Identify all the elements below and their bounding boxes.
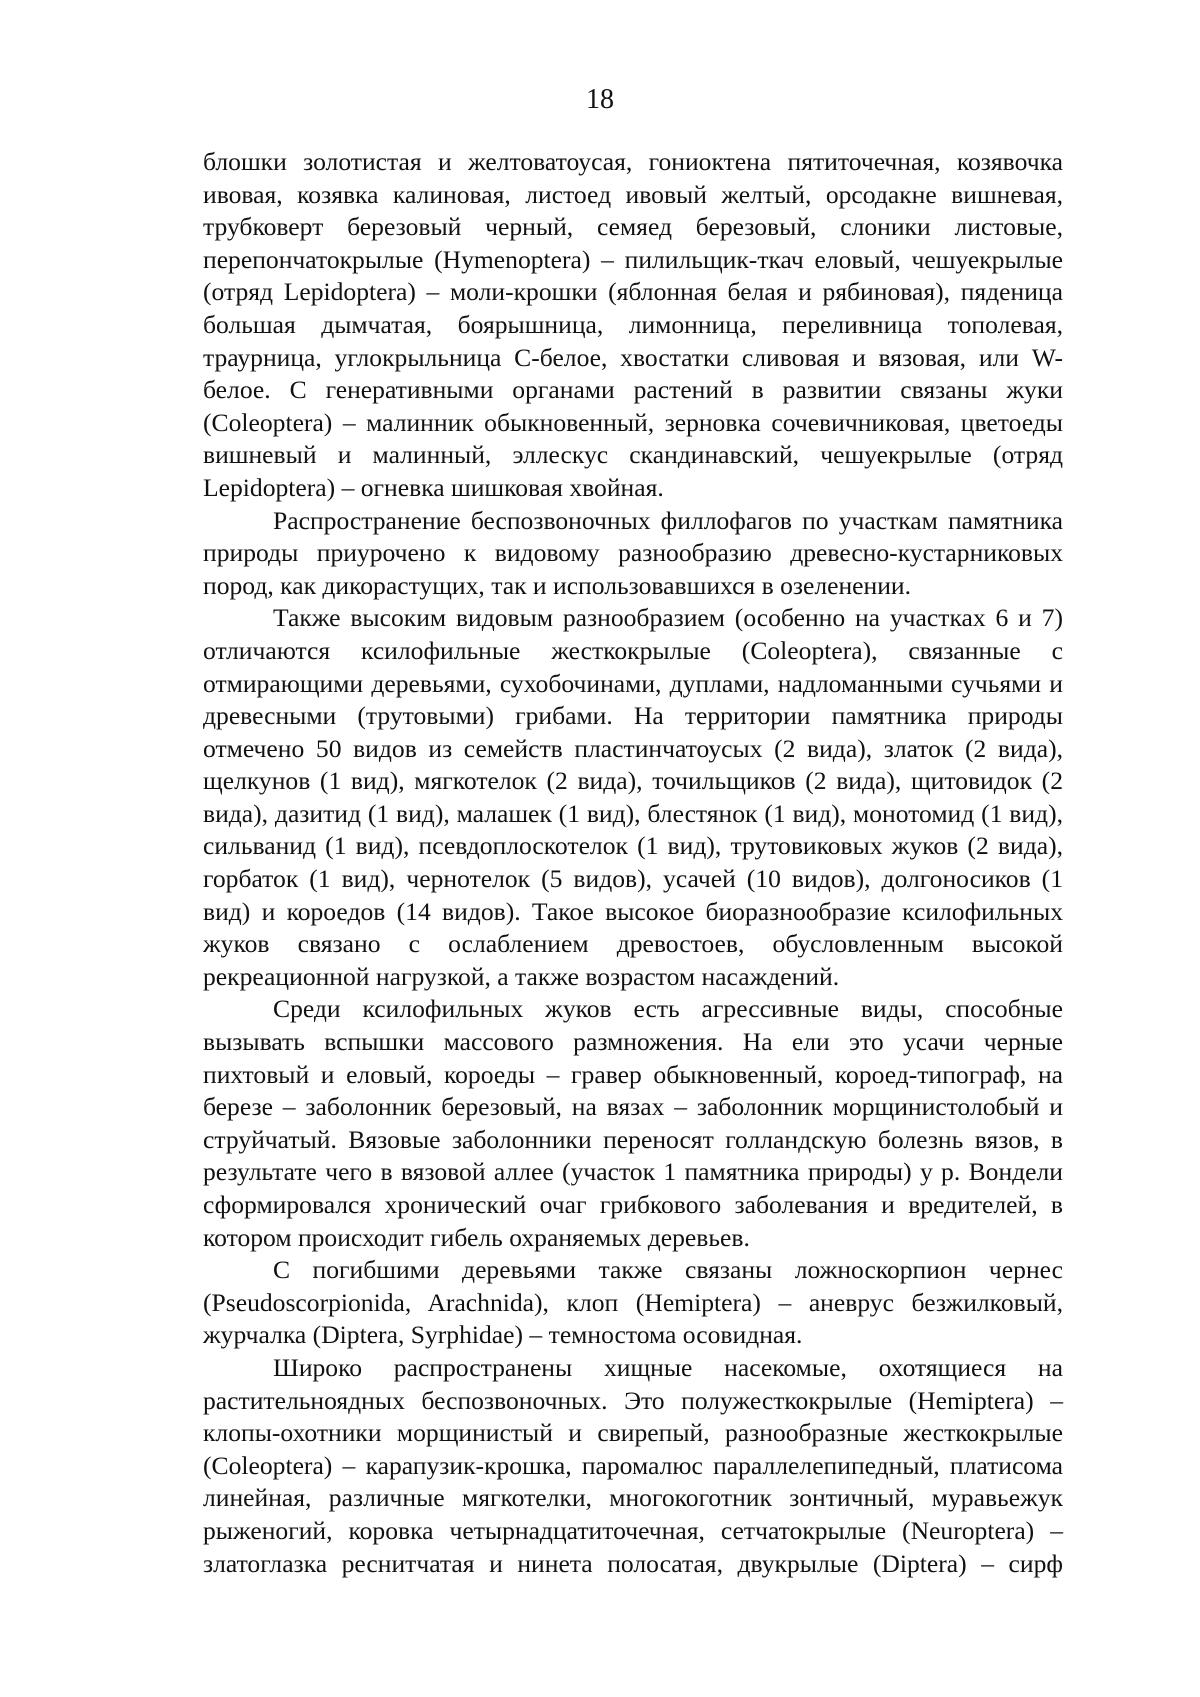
paragraph-dead-tree-fauna: С погибшими деревьями также связаны ложноскорпион чернес (Pseudoscorpionida, Arachnida), клоп (Hemiptera) – аневрус безжилковый, журчалка (Diptera, Syrphidae) – темностома осовидная. bbox=[203, 1255, 1063, 1350]
page-number: 18 bbox=[586, 84, 614, 115]
paragraph-aggressive-species: Среди ксилофильных жуков есть агрессивные виды, способные вызывать вспышки массового размножения. На ели это усачи черные пихтовый и еловый, короеды – гравер обыкновенный, короед-типограф, на березе – заболонник березовый, на вязах – заболонник морщинистолобый и струйчатый. Вязовые заболонники переносят голландскую болезнь вязов, в результате чего в вязовой аллее (участок 1 памятника природы) у р. Вондели сформировался хронический очаг грибкового заболевания и вредителей, в котором происходит гибель охраняемых деревьев. bbox=[203, 994, 1063, 1252]
paragraph-predatory-insects: Широко распространены хищные насекомые, охотящиеся на растительноядных беспозвоночных. Это полужесткокрылые (Hemiptera) – клопы-охотники морщинистый и свирепый, разнообразные жесткокрылые (Coleoptera) – карапузик-крошка, паромалюс параллелепипедный, платисома линейная, различные мягкотелки, многокоготник зонтичный, муравьежук рыженогий, коровка четырнадцатиточечная, сетчатокрылые (Neuroptera) – златоглазка реснитчатая и нинета полосатая, двукрылые (Diptera) – сирф bbox=[203, 1352, 1063, 1578]
document-body bbox=[203, 146, 1063, 1580]
paragraph-continued-species-list: блошки золотистая и желтоватоусая, гониоктена пятиточечная, козявочка ивовая, козявка калиновая, листоед ивовый желтый, орсодакне вишневая, трубковерт березовый черный, семяед березовый, слоники листовые, перепончатокрылые (Hymenoptera) – пилильщик-ткач еловый, чешуекрылые (отряд Lepidoptera) – моли-крошки (яблонная белая и рябиновая), пяденица большая дымчатая, боярышница, лимонница, переливница тополевая, траурница, углокрыльница С-белое, хвостатки сливовая и вязовая, или W-белое. С генеративными органами растений в развитии связаны жуки (Coleoptera) – малинник обыкновенный, зерновка сочевичниковая, цветоеды вишневый и малинный, эллескус скандинавский, чешуекрылые (отряд Lepidoptera) – огневка шишковая хвойная. bbox=[203, 147, 1063, 502]
paragraph-xylophilous-beetles: Также высоким видовым разнообразием (особенно на участках 6 и 7) отличаются ксилофильные жесткокрылые (Coleoptera), связанные с отмирающими деревьями, сухобочинами, дуплами, надломанными сучьями и древесными (трутовыми) грибами. На территории памятника природы отмечено 50 видов из семейств пластинчатоусых (2 вида), златок (2 вида), щелкунов (1 вид), мягкотелок (2 вида), точильщиков (2 вида), щитовидок (2 вида), дазитид (1 вид), малашек (1 вид), блестянок (1 вид), монотомид (1 вид), сильванид (1 вид), псевдоплоскотелок (1 вид), трутовиковых жуков (2 вида), горбаток (1 вид), чернотелок (5 видов), усачей (10 видов), долгоносиков (1 вид) и короедов (14 видов). Такое высокое биоразнообразие ксилофильных жуков связано с ослаблением древостоев, обусловленным высокой рекреационной нагрузкой, а также возрастом насаждений. bbox=[203, 603, 1063, 991]
paragraph-phyllophage-distribution: Распространение беспозвоночных филлофагов по участкам памятника природы приурочено к видовому разнообразию древесно-кустарниковых пород, как дикорастущих, так и использовавшихся в озеленении. bbox=[203, 505, 1063, 600]
